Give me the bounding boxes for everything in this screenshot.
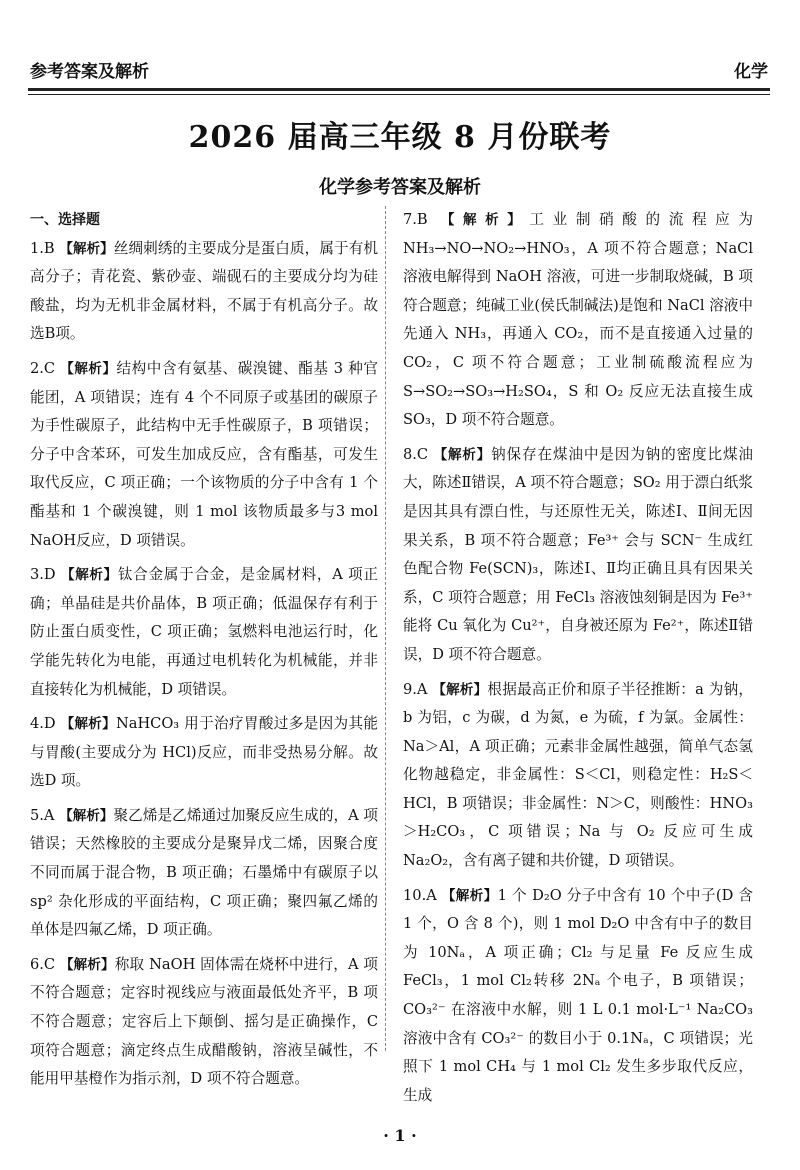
answer-num: 9.A [403, 680, 428, 698]
answer-item-5 [30, 802, 378, 945]
answer-subtitle: 化学参考答案及解析 [319, 177, 481, 198]
answer-item-8 [403, 441, 753, 670]
answer-num: 10.A [403, 886, 437, 904]
answer-item-9 [403, 676, 753, 876]
section-title: 一、选择题 [30, 212, 100, 228]
answer-num: 1.B [30, 239, 55, 257]
analysis-tag: 【解析】 [432, 681, 488, 698]
answer-text: 根据最高正价和原子半径推断：a 为钠，b 为铝，c 为碳，d 为氮，e 为硫，f 为氯。金属性：Na＞Al，A 项正确；元素非金属性越强，简单气态氢化物越稳定，非金属性：S＜Cl，则稳定性：H₂S＜HCl，B 项错误；非金属性：N＞C，则酸性：HNO₃＞H₂CO₃，C 项错误；Na 与 O₂ 反应可生成 Na₂O₂，含有离子键和共价键，D 项错误。 [403, 680, 754, 870]
analysis-tag: 【解析】 [59, 956, 115, 973]
exam-title: 2026 届高三年级 8 月份联考 [188, 120, 612, 155]
analysis-tag: 【解析】 [440, 212, 530, 228]
analysis-tag: 【解析】 [441, 887, 498, 904]
answer-num: 3.D [30, 566, 56, 584]
answer-item-6 [30, 951, 378, 1094]
column-divider [385, 206, 386, 1051]
answer-num: 6.C [30, 955, 56, 973]
answer-text: 钛合金属于合金，是金属材料，A 项正确；单晶硅是共价晶体，B 项正确；低温保存有利于防止蛋白质变性，C 项正确；氢燃料电池运行时，化学能先转化为电能，再通过电机转化为机械能，并非直接转化为机械能，D 项错误。 [30, 566, 379, 698]
header-rule-thick [28, 88, 770, 91]
answer-num: 7.B [403, 211, 428, 228]
answer-text: 聚乙烯是乙烯通过加聚反应生成的，A 项错误；天然橡胶的主要成分是聚异戊二烯，因聚合度不同而属于混合物，B 项正确；石墨烯中有碳原子以 sp² 杂化形成的平面结构，C 项正确；聚四氟乙烯的单体是四氟乙烯，D 项正确。 [30, 806, 379, 939]
analysis-tag: 【解析】 [60, 716, 116, 733]
analysis-tag: 【解析】 [433, 446, 492, 463]
answer-text: NaHCO₃ 用于治疗胃酸过多是因为其能与胃酸(主要成分为 HCl)反应，而非受热易分解。故选D 项。 [30, 715, 378, 790]
left-column [30, 206, 378, 1100]
answer-text: 结构中含有氨基、碳溴键、酯基 3 种官能团，A 项错误；连有 4 个不同原子或基团的碳原子为手性碳原子，此结构中无手性碳原子，B 项错误；分子中含苯环，可发生加成反应，含有酯基，可发生取代反应，C 项正确；一个该物质的分子中含有 1 个酯基和 1 个碳溴键，则 1 mol 该物质最多与3 mol NaOH反应，D 项错误。 [30, 359, 378, 549]
answer-item-1 [30, 235, 378, 349]
answer-num: 5.A [30, 806, 55, 824]
answer-item-3 [30, 561, 378, 704]
answer-num: 8.C [403, 445, 429, 463]
answer-text: 称取 NaOH 固体需在烧杯中进行，A 项不符合题意；定容时视线应与液面最低处齐平，B 项不符合题意；定容后上下颠倒、摇匀是正确操作，C 项符合题意；滴定终点生成醋酸钠，溶液呈碱性，不能用甲基橙作为指示剂，D 项不符合题意。 [30, 955, 379, 1088]
page-header [30, 52, 768, 86]
answer-item-4 [30, 710, 378, 796]
analysis-tag: 【解析】 [59, 807, 114, 824]
analysis-tag: 【解析】 [60, 567, 118, 584]
answer-num: 2.C [30, 359, 56, 377]
analysis-tag: 【解析】 [60, 360, 117, 377]
right-column [403, 206, 753, 1116]
answer-num: 4.D [30, 715, 56, 733]
answer-text: 钠保存在煤油中是因为钠的密度比煤油大，陈述Ⅱ错误，A 项不符合题意；SO₂ 用于漂白纸浆是因其具有漂白性，与还原性无关，陈述Ⅰ、Ⅱ间无因果关系，B 项不符合题意；Fe³⁺ 会与 SCN⁻ 生成红色配合物 Fe(SCN)₃，陈述Ⅰ、Ⅱ均正确且具有因果关系，C 项符合题意；用 FeCl₃ 溶液蚀刻铜是因为 Fe³⁺ 能将 Cu 氧化为 Cu²⁺，自身被还原为 Fe²⁺，陈述Ⅱ错误，D 项不符合题意。 [403, 445, 754, 663]
page-number: · 1 · [383, 1126, 417, 1145]
answer-text: 1 个 D₂O 分子中含有 10 个中子(D 含 1 个，O 含 8 个)，则 1 mol D₂O 中含有中子的数目为 10Nₐ，A 项正确；Cl₂ 与足量 Fe 反应生成 FeCl₃，1 mol Cl₂转移 2Nₐ 个电子，B 项错误；CO₃²⁻ 在溶液中水解，则 1 L 0.1 mol·L⁻¹ Na₂CO₃ 溶液中含有 CO₃²⁻ 的数目小于 0.1Nₐ，C 项错误；光照下 1 mol CH₄ 与 1 mol Cl₂ 发生多步取代反应，生成 [403, 886, 753, 1104]
answer-text: 工业制硝酸的流程应为 NH₃→NO→NO₂→HNO₃，A 项不符合题意；NaCl 溶液电解得到 NaOH 溶液，可进一步制取烧碱，B 项符合题意；纯碱工业(侯氏制碱法)是饱和 NaCl 溶液中先通入 NH₃，再通入 CO₂，而不是直接通入过量的 CO₂，C 项不符合题意；工业制硫酸流程应为 S→SO₂→SO₃→H₂SO₄，S 和 O₂ 反应无法直接生成 SO₃，D 项不符合题意。 [403, 211, 753, 429]
header-left: 参考答案及解析 [30, 61, 149, 82]
header-right: 化学 [734, 61, 768, 82]
answer-item-10 [403, 882, 753, 1111]
header-rule-thin [28, 94, 770, 95]
answer-text: 丝绸刺绣的主要成分是蛋白质，属于有机高分子；青花瓷、紫砂壶、端砚石的主要成分均为硅酸盐，均为无机非金属材料，不属于有机高分子。故选B项。 [30, 239, 379, 343]
answer-item-2 [30, 355, 378, 555]
answer-item-7 [403, 206, 753, 435]
analysis-tag: 【解析】 [59, 240, 114, 257]
